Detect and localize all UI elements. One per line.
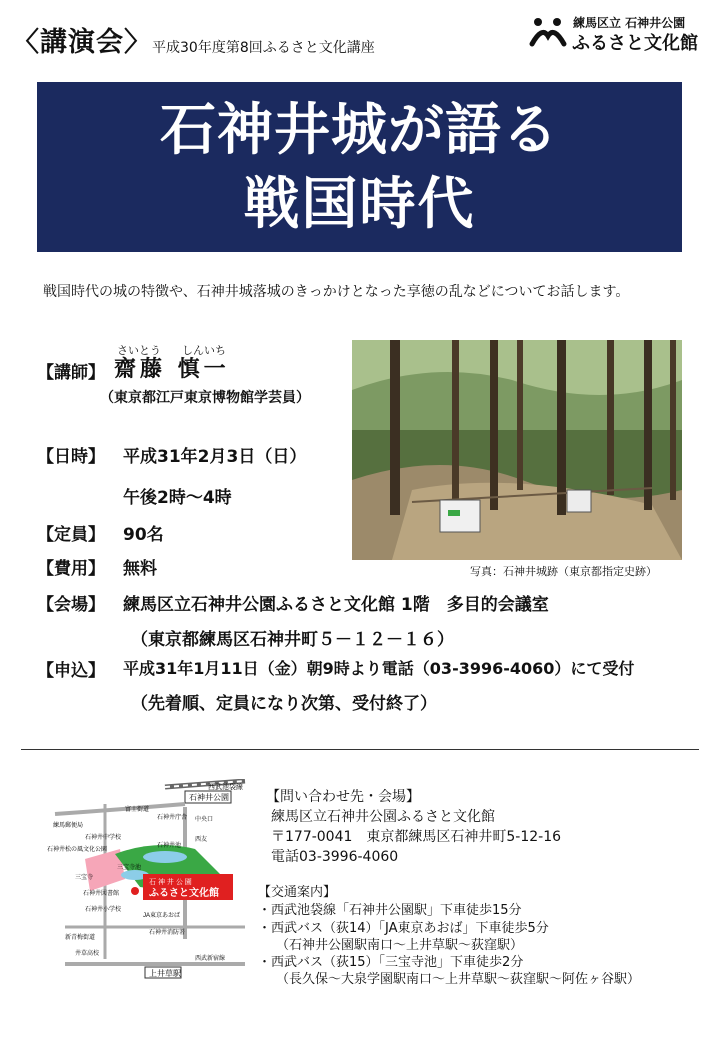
- map-label-pond: 石神井池: [157, 843, 182, 849]
- map-label-ja: JA東京あおば: [143, 913, 181, 919]
- map-venue-line-2: ふるさと文化館: [149, 888, 219, 899]
- map-label-shinjuku-line: 西武新宿線: [195, 956, 226, 962]
- capacity-value: 90名: [123, 525, 164, 545]
- logo-subtitle: 練馬区立 石神井公園: [573, 16, 686, 30]
- event-date: 平成31年2月3日（日）: [123, 447, 307, 467]
- lecturer-label: 【講師】: [37, 363, 105, 383]
- map-label-post-office: 練馬郵便局: [53, 823, 84, 829]
- transport-line-2-sub: （石神井公園駅南口～上井草駅～荻窪駅）: [276, 938, 524, 953]
- venue-address: （東京都練馬区石神井町５－１２－１６）: [131, 630, 454, 650]
- map-label-tsuneyama: 石神井庁舎: [157, 815, 188, 821]
- venue-pin-icon: [131, 887, 139, 895]
- map-label-seibu-line: 西武池袋線: [208, 784, 243, 791]
- map-label-sanpoji: 三宝寺: [75, 875, 94, 881]
- transport-heading: 【交通案内】: [258, 885, 337, 900]
- transport-line-3-sub: （長久保～大泉学園駅南口～上井草駅～荻窪駅～阿佐ヶ谷駅）: [276, 972, 641, 987]
- ruby-family: さいとう: [117, 344, 161, 357]
- series-title: 平成30年度第8回ふるさと文化講座: [152, 40, 375, 56]
- fee-label: 【費用】: [37, 559, 105, 579]
- map-label-middle-school: 石神井中学校: [85, 835, 122, 841]
- access-map: [45, 779, 250, 979]
- event-time: 午後2時～4時: [123, 488, 232, 508]
- header: [0, 0, 720, 70]
- museum-logo-icon: [528, 14, 568, 48]
- ruby-given: しんいち: [182, 344, 226, 357]
- lecturer-affiliation: （東京都江戸東京博物館学芸員）: [100, 390, 310, 406]
- map-venue-line-1: 石 神 井 公 園: [149, 879, 192, 886]
- application-value: 平成31年1月11日（金）朝9時より電話（03-3996-4060）にて受付: [123, 659, 635, 678]
- venue-label: 【会場】: [37, 595, 105, 615]
- map-label-matsunokaze: 石神井松の風文化公園: [47, 847, 108, 853]
- map-label-sanpoji-pond: 三宝寺池: [117, 865, 142, 871]
- intro-text: 戦国時代の城の特徴や、石神井城落城のきっかけとなった享徳の乱などについてお話します。: [43, 284, 630, 300]
- map-label-kamiigusa: 上井草駅: [149, 969, 181, 978]
- contact-address: 〒177-0041 東京都練馬区石神井町5-12-16: [271, 829, 562, 845]
- map-label-ome: 新青梅街道: [65, 935, 96, 941]
- title-line-1: 石神井城が語る: [160, 98, 559, 163]
- venue-value: 練馬区立石神井公園ふるさと文化館 1階 多目的会議室: [123, 595, 549, 615]
- map-label-station: 石神井公園: [189, 793, 229, 802]
- transport-line-3: ・西武バス（荻15）「三宝寺池」下車徒歩2分: [258, 955, 524, 970]
- title-line-2: 戦国時代: [243, 172, 476, 237]
- map-label-high-school: 井草高校: [75, 951, 100, 957]
- transport-line-1: ・西武池袋線「石神井公園駅」下車徒歩15分: [258, 903, 522, 918]
- map-label-chuo: 中央口: [195, 817, 214, 823]
- map-label-library: 石神井図書館: [83, 891, 120, 897]
- datetime-label: 【日時】: [37, 447, 105, 467]
- castle-ruins-photo: [352, 340, 682, 560]
- contact-heading: 【問い合わせ先・会場】: [266, 789, 420, 805]
- application-note: （先着順、定員になり次第、受付終了）: [131, 694, 437, 714]
- event-type: 〈講演会〉: [12, 27, 152, 58]
- contact-name: 練馬区立石神井公園ふるさと文化館: [271, 809, 495, 825]
- title-banner: [37, 82, 682, 252]
- logo-title: ふるさと文化館: [572, 33, 698, 54]
- fee-value: 無料: [123, 559, 157, 579]
- contact-phone: 電話03-3996-4060: [271, 849, 399, 865]
- map-label-fire: 石神井消防署: [149, 930, 186, 936]
- application-label: 【申込】: [37, 661, 105, 681]
- transport-line-2: ・西武バス（荻14）「JA東京あおば」下車徒歩5分: [258, 921, 549, 936]
- photo-caption: 写真：石神井城跡（東京都指定史跡）: [470, 565, 657, 578]
- map-label-fujimi: 富士街道: [125, 807, 150, 813]
- map-label-seiyu: 西友: [195, 837, 208, 843]
- separator: [21, 749, 699, 750]
- lecturer-name: 齋藤 慎一: [114, 357, 230, 382]
- map-label-elementary: 石神井小学校: [85, 907, 122, 913]
- capacity-label: 【定員】: [37, 525, 105, 545]
